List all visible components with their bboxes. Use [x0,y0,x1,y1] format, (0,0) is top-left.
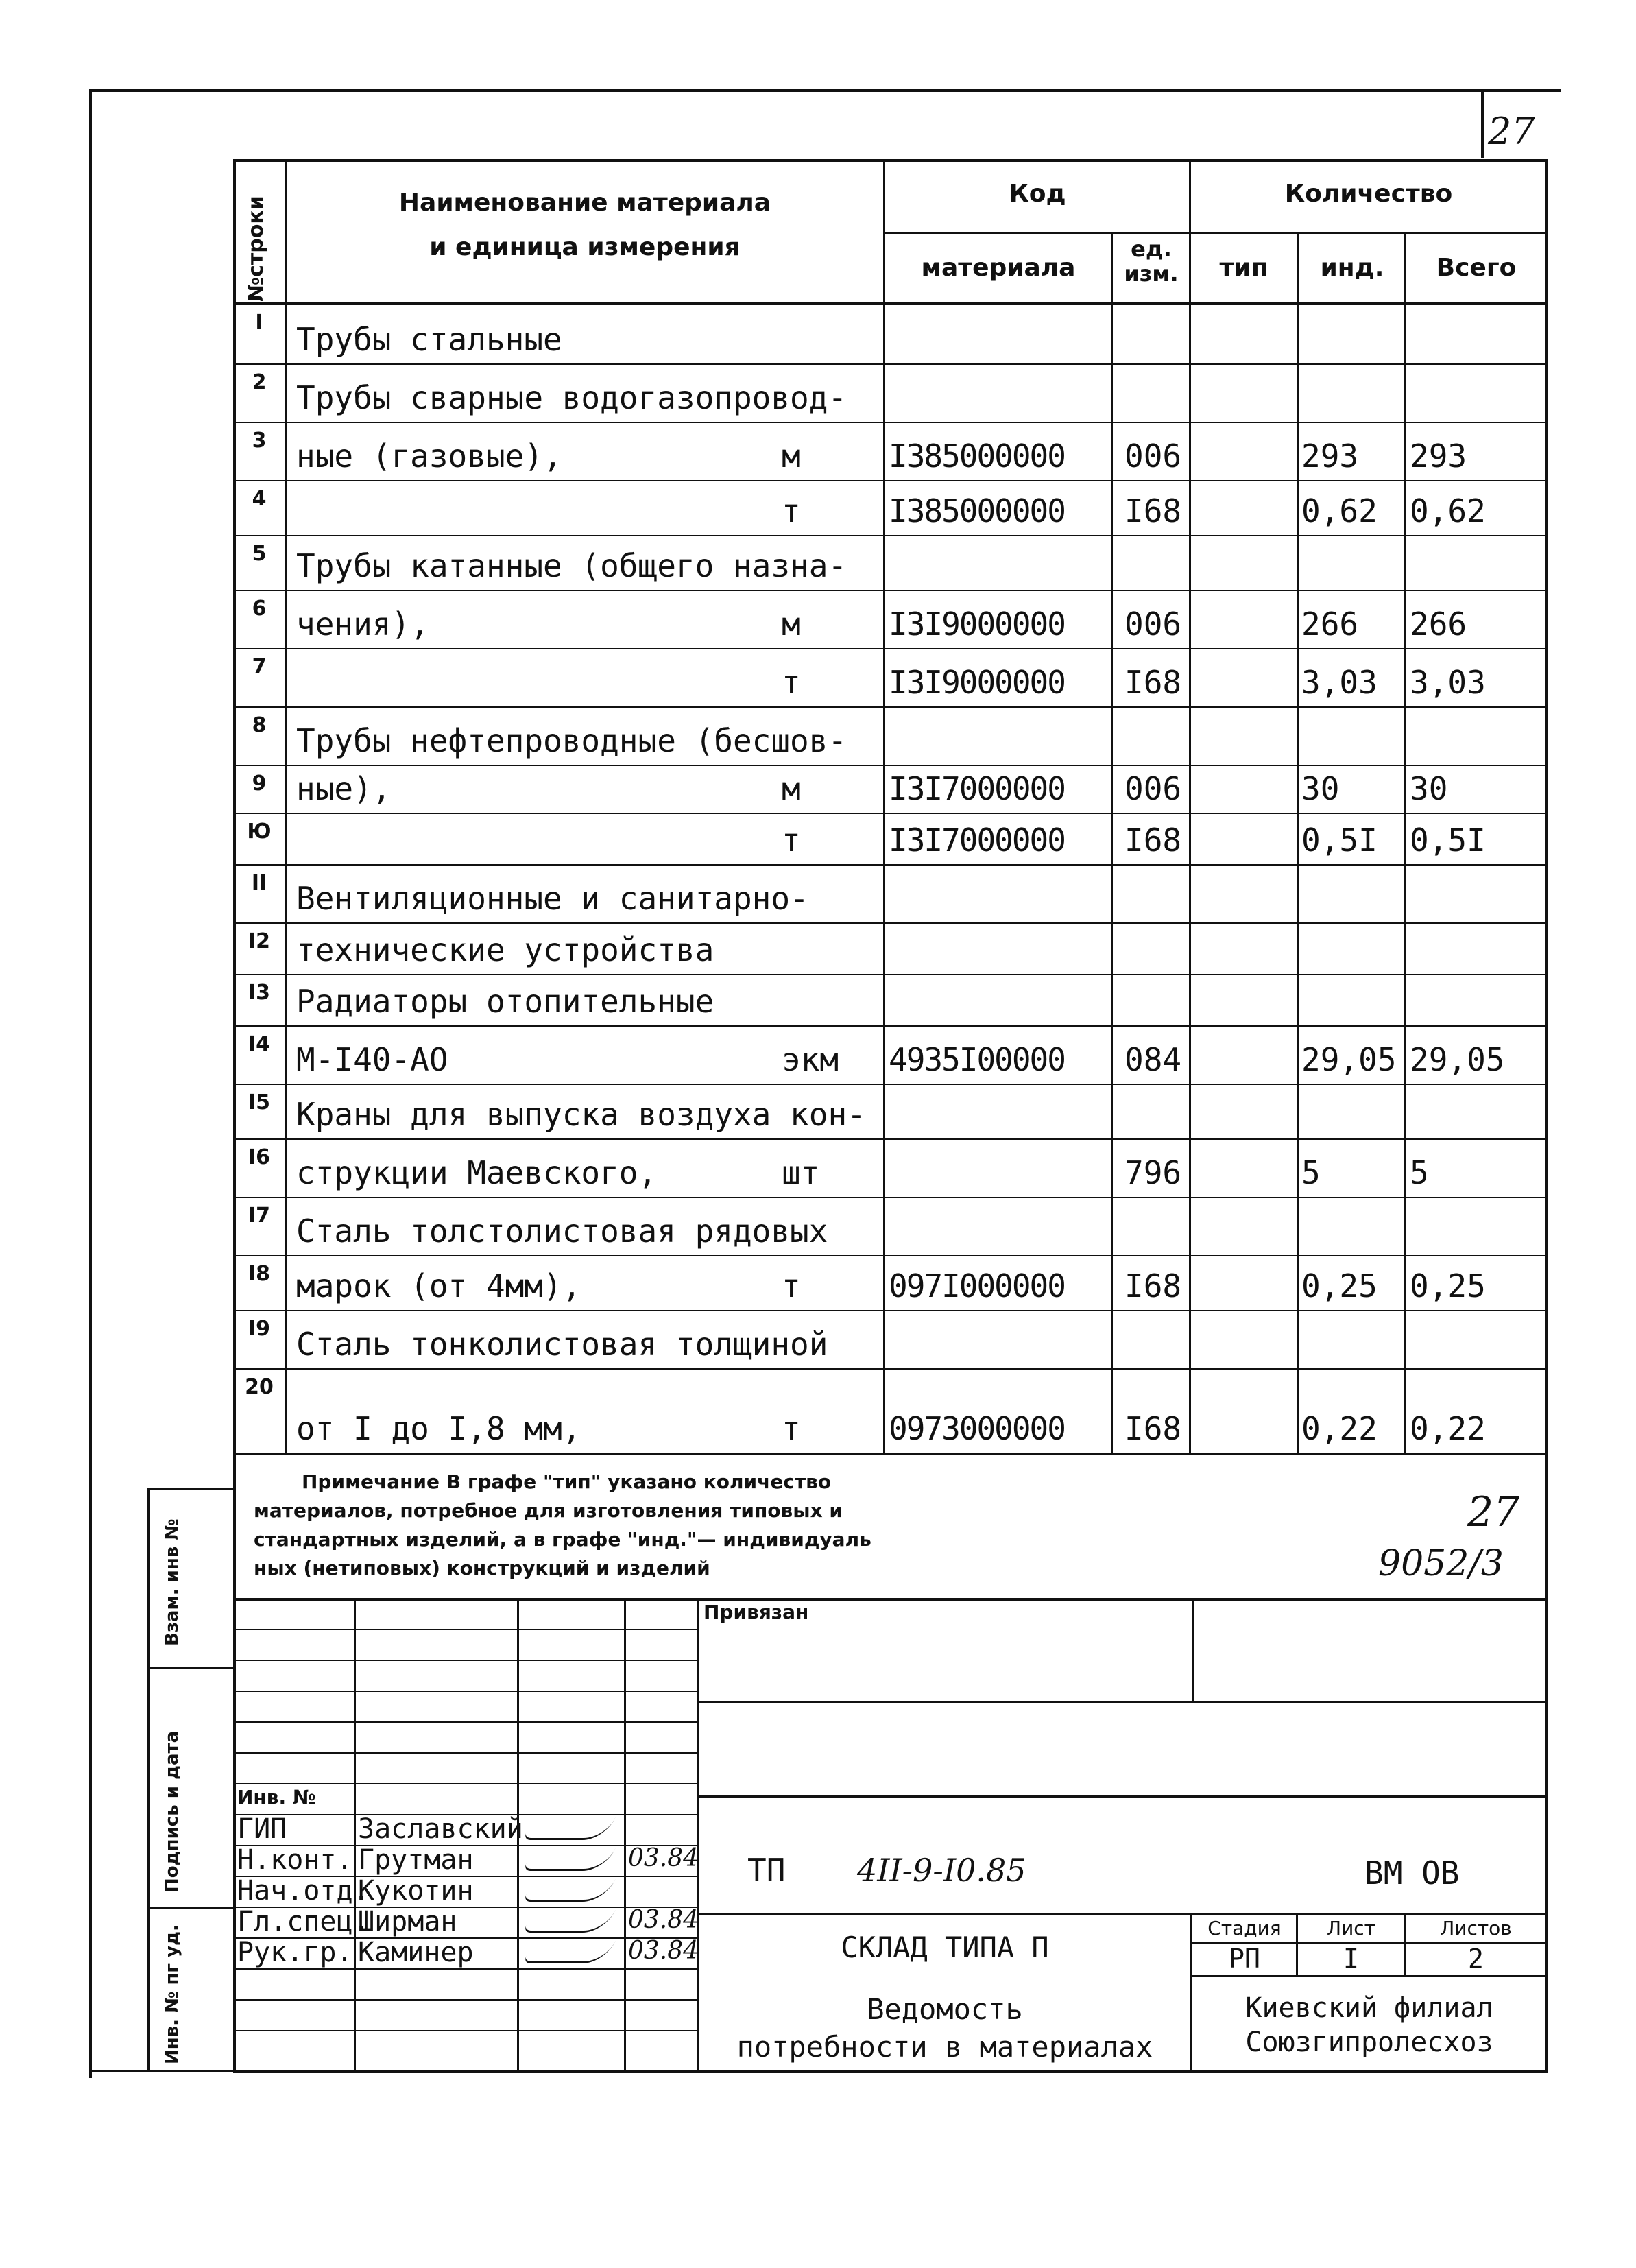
staff-date: 03.84 [628,1906,699,1934]
material-code: I3I7000000 [889,822,1065,859]
qty-total: 293 [1410,438,1467,475]
unit-name: т [782,1267,801,1304]
material-name: М-I40-АО [296,1041,448,1078]
name-header-line2: и единица измерения [429,233,741,261]
qty-total: 0,5I [1410,822,1486,859]
row-number: I5 [248,1090,271,1114]
material-code: I385000000 [889,438,1065,475]
qty-ind: 0,62 [1301,492,1378,529]
qty-total: 0,22 [1410,1410,1486,1447]
sheet-title-line2: потребности в материалах [736,2030,1153,2064]
material-name: Трубы сварные водогазопровод- [296,379,847,416]
side-label-podpis: Подпись и дата [162,1730,182,1893]
staff-role: Н.конт. [237,1844,353,1876]
material-name: ные), [296,770,392,807]
unit-code: 006 [1124,606,1182,643]
unit-code: I68 [1124,822,1182,859]
note-handwritten-ref: 9052/3 [1378,1543,1504,1584]
signature-mark [522,1817,615,1840]
unit-name: м [782,438,801,475]
object-name: СКЛАД ТИПА П [841,1931,1049,1964]
side-label-vzam: Взам. инв № [162,1518,182,1646]
material-name: марок (от 4мм), [296,1267,581,1304]
row-number: 2 [252,370,267,394]
qty-ind: 3,03 [1301,664,1378,701]
staff-role: Рук.гр. [237,1937,353,1968]
inv-no-label: Инв. № [237,1786,316,1809]
note-text: Примечание В графе "тип" указано количество материалов, потребное для изготовления типовых и стандартных изделий, а в графе "инд."— индивидуаль ных (нетиповых) конструкций и изделий [254,1470,871,1579]
doc-code: ВМ ОВ [1364,1854,1460,1891]
material-name: от I до I,8 мм, [296,1410,581,1447]
row-number: 6 [252,597,267,621]
row-number: 5 [252,542,267,566]
qty-ind-header: инд. [1320,254,1384,282]
unit-code: 084 [1124,1041,1182,1078]
row-number: I4 [248,1032,271,1056]
row-number: 4 [252,487,267,511]
material-name: ные (газовые), [296,438,562,475]
row-number: Ю [247,820,272,844]
material-code: I3I9000000 [889,606,1065,643]
code-material-header: материала [921,254,1076,282]
staff-role: Гл.спец. [237,1906,370,1937]
sheets-value: 2 [1468,1944,1484,1974]
row-number: I6 [248,1145,271,1169]
signature-mark [522,1941,615,1963]
row-number: I2 [248,929,271,953]
material-name: Сталь толстолистовая рядовых [296,1213,828,1250]
qty-total: 266 [1410,606,1467,643]
row-number: 3 [252,429,267,453]
org-line2: Союзгипролесхоз [1245,2027,1493,2058]
staff-date: 03.84 [628,1844,699,1872]
signature-mark [522,1848,615,1871]
unit-code: I68 [1124,492,1182,529]
unit-name: экм [782,1041,839,1078]
side-label-inv: Инв. № пг уд. [162,1924,182,2064]
staff-name: Ширман [358,1906,457,1937]
unit-name: м [782,606,801,643]
material-name: Краны для выпуска воздуха кон- [296,1096,866,1133]
row-number: 20 [245,1375,274,1399]
qty-ind: 293 [1301,438,1359,475]
row-number: 7 [252,655,267,679]
material-name: технические устройства [296,931,714,968]
qty-total: 30 [1410,770,1448,807]
material-code: 0973000000 [889,1410,1065,1447]
stage-value: РП [1229,1944,1260,1974]
sheet-label: Лист [1327,1917,1375,1939]
qty-total: 3,03 [1410,664,1486,701]
page-number: 27 [1488,110,1535,153]
unit-code: 006 [1124,770,1182,807]
qty-ind: 5 [1301,1154,1321,1191]
material-name: Сталь тонколистовая толщиной [296,1326,828,1363]
qty-ind: 266 [1301,606,1359,643]
row-number: 8 [252,713,267,737]
quantity-header: Количество [1284,180,1453,208]
material-code: 4935I00000 [889,1041,1065,1078]
material-code: 097I000000 [889,1267,1065,1304]
unit-code: I68 [1124,1410,1182,1447]
qty-ind: 0,25 [1301,1267,1378,1304]
material-name: Трубы стальные [296,321,562,358]
row-number-header: №строки [244,195,268,302]
note-handwritten-page: 27 [1467,1488,1520,1536]
qty-type-header: тип [1219,254,1268,282]
material-name: Трубы катанные (общего назна- [296,547,847,584]
unit-name: т [782,492,801,529]
row-number: I8 [248,1262,271,1286]
staff-role: ГИП [237,1813,287,1845]
material-name: Радиаторы отопительные [296,983,714,1020]
sheet-title-line1: Ведомость [867,1992,1023,2026]
unit-name: шт [782,1154,820,1191]
qty-ind: 30 [1301,770,1340,807]
material-name: Трубы нефтепроводные (бесшов- [296,722,847,759]
org-line1: Киевский филиал [1245,1992,1493,2024]
code-header: Код [1009,180,1066,208]
row-number: I9 [248,1317,271,1341]
material-code: I3I7000000 [889,770,1065,807]
signature-mark [522,1910,615,1933]
material-name: Вентиляционные и санитарно- [296,880,809,917]
material-code: I3I9000000 [889,664,1065,701]
unit-code: I68 [1124,664,1182,701]
material-code: I385000000 [889,492,1065,529]
unit-name: т [782,822,801,859]
name-header-line1: Наименование материала [398,189,771,217]
privyazan-label: Привязан [703,1601,809,1623]
sheets-label: Листов [1440,1917,1512,1939]
unit-name: т [782,664,801,701]
staff-name: Грутман [358,1844,474,1876]
unit-code: 006 [1124,438,1182,475]
staff-role: Нач.отд. [237,1875,370,1907]
qty-ind: 0,22 [1301,1410,1378,1447]
staff-date: 03.84 [628,1937,699,1965]
signature-mark [522,1879,615,1902]
qty-total-header: Всего [1436,254,1517,282]
qty-total: 5 [1410,1154,1429,1191]
qty-total: 0,25 [1410,1267,1486,1304]
material-name: чения), [296,606,429,643]
material-name: струкции Маевского, [296,1154,658,1191]
staff-name: Каминер [358,1937,474,1968]
row-number: I3 [248,981,271,1005]
unit-code: I68 [1124,1267,1182,1304]
doc-number: 4II-9-I0.85 [857,1852,1026,1889]
row-number: I [255,311,263,335]
unit-code: 796 [1124,1154,1182,1191]
row-number: 9 [252,772,267,796]
stage-label: Стадия [1207,1917,1282,1939]
unit-name: м [782,770,801,807]
qty-ind: 29,05 [1301,1041,1397,1078]
unit-name: т [782,1410,801,1447]
row-number: I7 [248,1204,271,1228]
staff-name: Кукотин [358,1875,474,1907]
doc-prefix: ТП [747,1852,786,1889]
qty-total: 0,62 [1410,492,1486,529]
staff-name: Заславский [358,1813,523,1845]
sheet-value: I [1343,1944,1359,1974]
qty-total: 29,05 [1410,1041,1505,1078]
qty-ind: 0,5I [1301,822,1378,859]
row-number: II [251,871,267,895]
code-unit-header: ед. изм. [1124,236,1179,287]
